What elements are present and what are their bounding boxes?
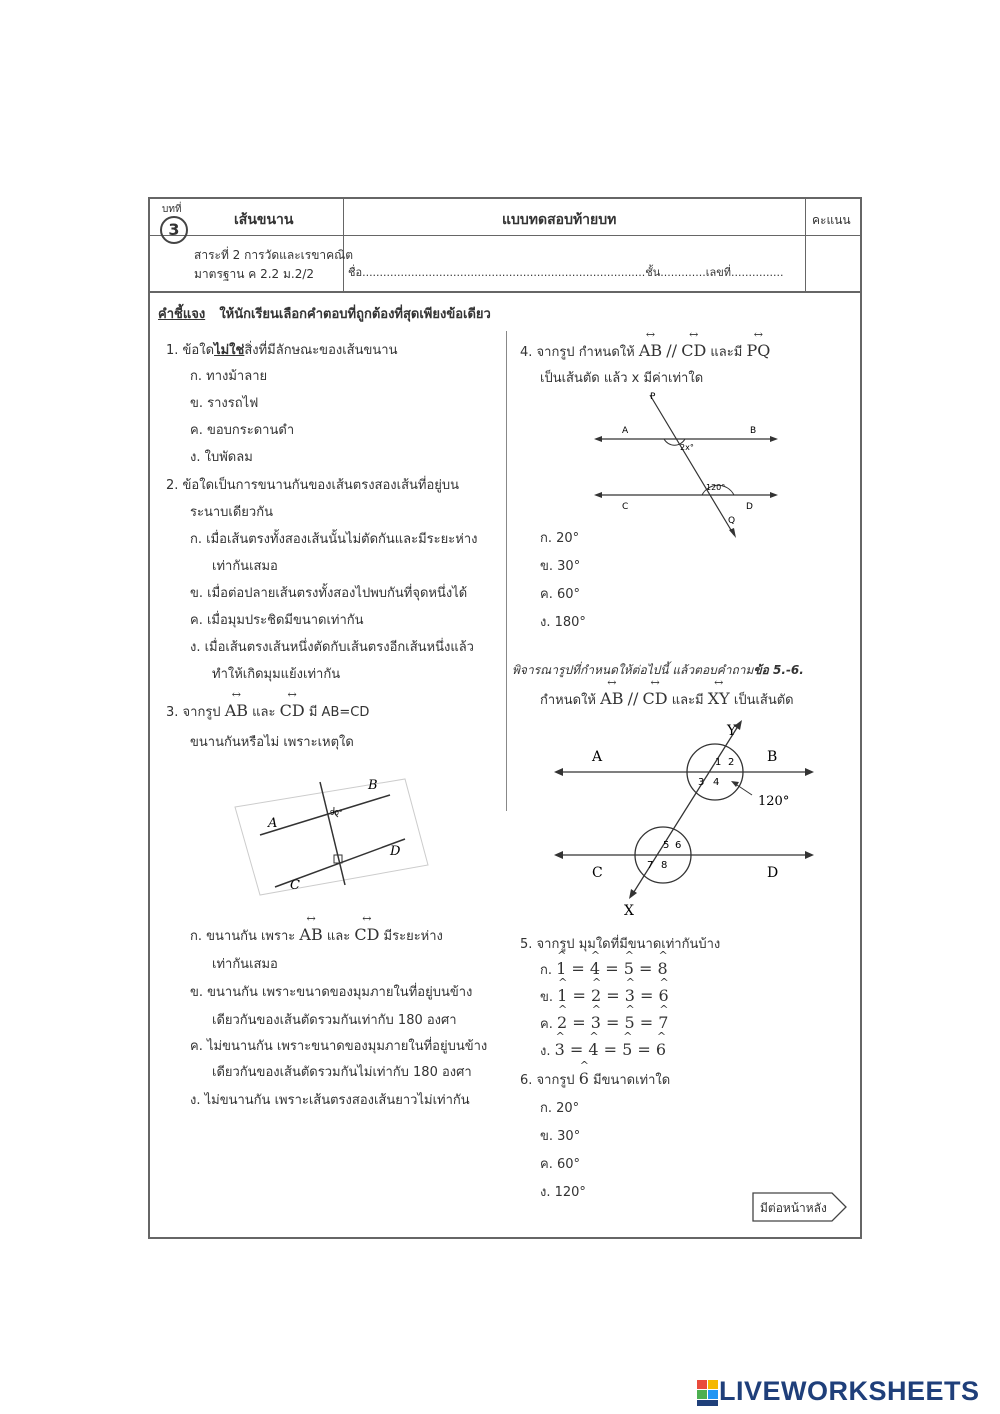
q4-label-p: P	[650, 392, 656, 402]
q1-choice-d[interactable]: ง. ใบพัดลม	[190, 450, 253, 465]
next-page-button[interactable]	[752, 1192, 848, 1222]
q56-label-c: C	[592, 865, 603, 881]
q6-stem: 6. จากรูป ^ 6 มีขนาดเท่าใด	[520, 1069, 670, 1090]
q56-label-b: B	[767, 749, 778, 765]
q2-choice-d[interactable]: ง. เมื่อเส้นตรงเส้นหนึ่งตัดกับเส้นตรงอีกเส้นหนึ่งแล้ว	[190, 640, 474, 655]
instruction-text: ให้นักเรียนเลือกคำตอบที่ถูกต้องที่สุดเพียงข้อเดียว	[219, 307, 491, 322]
q6-choice-b[interactable]: ข. 30°	[540, 1129, 581, 1144]
q56-label-a: A	[592, 749, 603, 765]
q2-choice-c[interactable]: ค. เมื่อมุมประชิดมีขนาดเท่ากัน	[190, 613, 364, 628]
logo-text: LIVEWORKSHEETS	[719, 1376, 980, 1406]
q56-n5: 5	[663, 840, 670, 851]
q3-choice-a[interactable]: ก. ขนานกัน เพราะ ↔ AB และ ↔ CD มีระยะห่าง	[190, 925, 443, 946]
q4-label-b: B	[750, 426, 757, 436]
q4-choice-d[interactable]: ง. 180°	[540, 615, 586, 630]
q2-stem-2: ระนาบเดียวกัน	[190, 505, 273, 520]
q1-choice-c[interactable]: ค. ขอบกระดานดำ	[190, 423, 295, 438]
q6-choice-a[interactable]: ก. 20°	[540, 1101, 580, 1116]
q4-choice-c[interactable]: ค. 60°	[540, 587, 581, 602]
standard-text: มาตรฐาน ค 2.2 ม.2/2	[194, 267, 315, 281]
q56-n8: 8	[661, 860, 668, 871]
q6-choice-c[interactable]: ค. 60°	[540, 1157, 581, 1172]
q56-label-d: D	[767, 865, 779, 881]
q5-choice-b[interactable]: ข. ^ 1 = ^ 2 = ^ 3 = ^ 6	[540, 986, 669, 1007]
q4-choice-b[interactable]: ข. 30°	[540, 559, 581, 574]
q3-figure	[230, 777, 430, 897]
q3-label-a: A	[268, 816, 278, 831]
q3-label-c: C	[290, 878, 300, 893]
q3-stem: 3. จากรูป ↔ AB และ ↔ CD มี AB=CD	[166, 701, 369, 722]
q3-choice-c[interactable]: ค. ไม่ขนานกัน เพราะขนาดของมุมภายในที่อยู่บนข้าง	[190, 1039, 488, 1054]
q3-angle-label: 90°	[330, 809, 343, 817]
next-page-label: มีต่อหน้าหลัง	[760, 1201, 827, 1215]
unit-number: 3	[160, 216, 188, 244]
q2-choice-d-cont: ทำให้เกิดมุมแย้งเท่ากัน	[212, 667, 341, 682]
q4-figure	[594, 389, 784, 539]
q5-choice-d[interactable]: ง. ^ 3 = ^ 4 = ^ 5 = ^ 6	[540, 1040, 666, 1061]
q56-intro-line1: พิจารณารูปที่กำหนดให้ต่อไปนี้ แล้วตอบคำถามข้อ 5.-6.	[512, 663, 804, 677]
q2-choice-a-cont: เท่ากันเสมอ	[212, 559, 278, 574]
q2-choice-b[interactable]: ข. เมื่อต่อปลายเส้นตรงทั้งสองไปพบกันที่จุดหนึ่งได้	[190, 586, 468, 601]
q4-label-c: C	[622, 502, 629, 512]
q56-label-x: X	[624, 903, 634, 917]
q4-label-a: A	[622, 426, 629, 436]
liveworksheets-logo	[697, 1378, 997, 1414]
q56-label-y: Y	[727, 723, 737, 739]
q3-choice-c-cont: เดียวกันของเส้นตัดรวมกันไม่เท่ากับ 180 องศา	[212, 1065, 472, 1080]
q4-stem-2: เป็นเส้นตัด แล้ว x มีค่าเท่าใด	[540, 371, 704, 386]
q3-choice-d[interactable]: ง. ไม่ขนานกัน เพราะเส้นตรงสองเส้นยาวไม่เท่ากัน	[190, 1093, 470, 1108]
q56-angle-120: 120°	[758, 794, 790, 809]
q56-n4: 4	[713, 777, 720, 788]
q4-angle-2x: 2x°	[680, 443, 694, 452]
q3-stem-2: ขนานกันหรือไม่ เพราะเหตุใด	[190, 735, 354, 750]
q3-choice-b-cont: เดียวกันของเส้นตัดรวมกันเท่ากับ 180 องศา	[212, 1013, 457, 1028]
q56-n3: 3	[698, 777, 705, 788]
q1-stem: 1. ข้อใดไม่ใช่สิ่งที่มีลักษณะของเส้นขนาน	[166, 343, 398, 358]
worksheet	[148, 197, 862, 1239]
q3-label-b: B	[368, 778, 378, 793]
q4-choice-a[interactable]: ก. 20°	[540, 531, 580, 546]
q4-stem: 4. จากรูป กำหนดให้ ↔ AB // ↔ CD และมี ↔ PQ	[520, 341, 770, 362]
q5-stem: 5. จากรูป มุมใดที่มีขนาดเท่ากันบ้าง	[520, 937, 721, 952]
unit-label: บทที่	[162, 204, 182, 215]
q56-n6: 6	[675, 840, 682, 851]
q56-n7: 7	[647, 860, 654, 871]
q5-choice-c[interactable]: ค. ^ 2 = ^ 3 = ^ 5 = ^ 7	[540, 1013, 668, 1034]
q5-choice-a[interactable]: ก. ^ 1 = ^ 4 = ^ 5 = ^ 8	[540, 959, 668, 980]
instruction-label: คำชี้แจง	[158, 307, 206, 322]
q56-figure	[552, 717, 822, 917]
q4-label-d: D	[746, 502, 753, 512]
q2-choice-a[interactable]: ก. เมื่อเส้นตรงทั้งสองเส้นนั้นไม่ตัดกันและมีระยะห่าง	[190, 532, 478, 547]
name-line: ชื่อ.................................................................................ชั้น.............เลขที่...............	[348, 266, 784, 279]
q1-choice-a[interactable]: ก. ทางม้าลาย	[190, 369, 268, 384]
q56-intro-line2: กำหนดให้ ↔ AB // ↔ CD และมี ↔ XY เป็นเส้นตัด	[540, 689, 794, 710]
q56-n2: 2	[728, 757, 735, 768]
q6-choice-d[interactable]: ง. 120°	[540, 1185, 586, 1200]
q1-choice-b[interactable]: ข. รางรถไฟ	[190, 396, 259, 411]
test-title: แบบทดสอบท้ายบท	[502, 212, 617, 228]
q2-stem-1: 2. ข้อใดเป็นการขนานกันของเส้นตรงสองเส้นที่อยู่บน	[166, 478, 460, 493]
q4-label-q: Q	[728, 516, 736, 526]
score-label: คะแนน	[812, 213, 851, 227]
q3-choice-b[interactable]: ข. ขนานกัน เพราะขนาดของมุมภายในที่อยู่บนข้าง	[190, 985, 473, 1000]
q4-angle-120: 120°	[706, 483, 726, 492]
topic-title: เส้นขนาน	[234, 212, 294, 228]
q3-label-d: D	[390, 844, 401, 859]
strand-text: สาระที่ 2 การวัดและเรขาคณิต	[194, 248, 354, 262]
q56-n1: 1	[715, 757, 722, 768]
q3-choice-a-cont: เท่ากันเสมอ	[212, 957, 278, 972]
